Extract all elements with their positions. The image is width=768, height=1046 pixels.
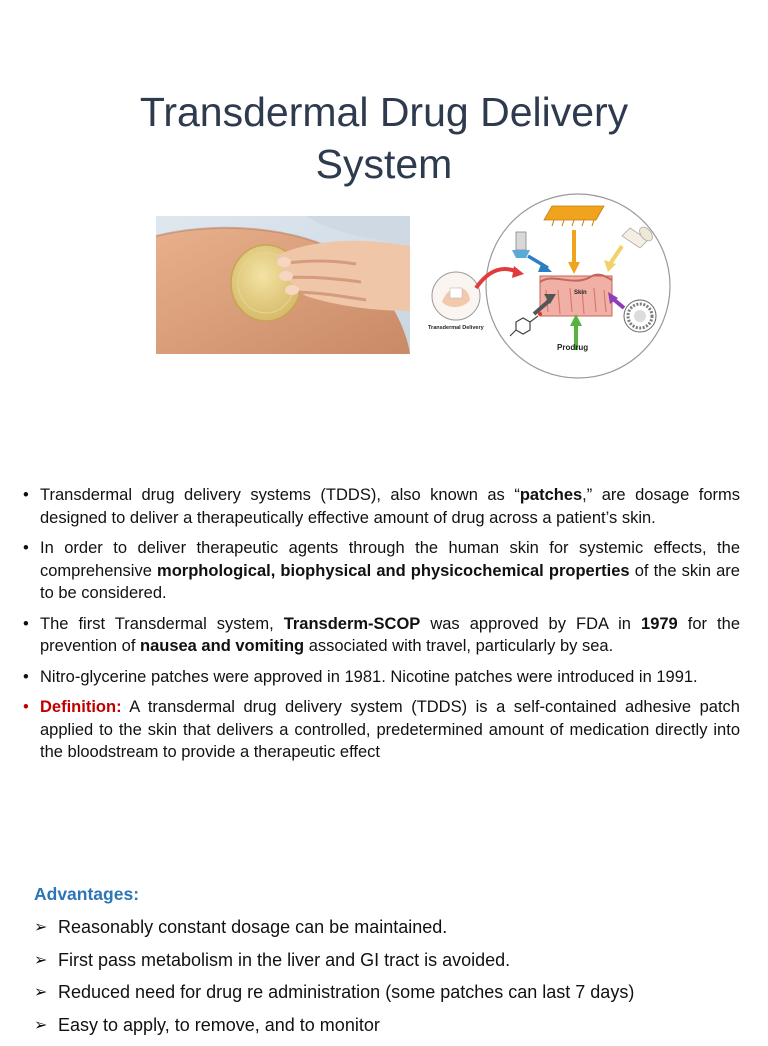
advantages-heading: Advantages: [34,884,140,904]
bullet-text: of the skin are to be considered. [40,561,740,602]
page-title [0,86,768,190]
advantage-item: ➢ Easy to apply, to remove, and to monitor [34,1014,754,1036]
bullet-text: Nitro-glycerine patches were approved in 1981. Nicotine patches were introduced in 1991. [40,667,698,686]
title-line-2: System [315,141,453,187]
transdermal-label: Transdermal Delivery [428,325,484,331]
delivery-methods-illustration [424,190,676,382]
bullet-text: Transdermal drug delivery systems (TDDS), also known as “ [40,486,520,504]
bullet-text: ,” are dosage forms designed to deliver a therapeutically effective amount of drug across a patient’s skin. [40,486,740,527]
advantages-list [34,916,754,1046]
transdermal-delivery-diagram [424,190,676,382]
patch-photo-illustration [156,216,410,354]
bullet-item [22,537,740,605]
bold-text: morphological, biophysical and physicochemical properties [157,561,630,580]
bullet-item [22,613,740,658]
advantage-item: ➢ Reduced need for drug re administration (some patches can last 7 days) [34,981,754,1003]
title-line-1: Transdermal Drug Delivery [139,89,629,135]
bold-text: nausea and vomiting [139,637,305,655]
definition-label: Definition: [40,698,122,716]
bold-text: Transderm-SCOP [283,614,421,633]
bullet-text: was approved by FDA in [420,614,642,633]
advantage-item: ➢ First pass metabolism in the liver and GI tract is avoided. [34,949,754,971]
advantage-item: ➢ Reasonably constant dosage can be maintained. [34,916,754,938]
bullet-text: The first Transdermal system, [40,614,284,633]
bold-text: 1979 [641,614,678,633]
bullet-item [22,666,740,689]
intro-bullet-list [22,484,740,772]
bullet-item [22,484,740,529]
bullet-text: In order to deliver therapeutic agents through the human skin for systemic effects, the comprehensive [40,539,740,580]
bullet-text: for the prevention of [40,614,740,655]
bullet-text: A transdermal drug delivery system (TDDS) is a self-contained adhesive patch applied to the skin that delivers a controlled, predetermined amount of medication directly into the bloodstream to provide a therapeutic effect [40,698,740,761]
bold-text: patches [519,486,583,504]
skin-label: Skin [574,290,587,296]
patch-on-arm-photo [156,216,410,354]
bullet-text: associated with travel, particularly by sea. [304,637,614,655]
prodrug-label: Prodrug [557,343,589,352]
definition-bullet [22,696,740,764]
